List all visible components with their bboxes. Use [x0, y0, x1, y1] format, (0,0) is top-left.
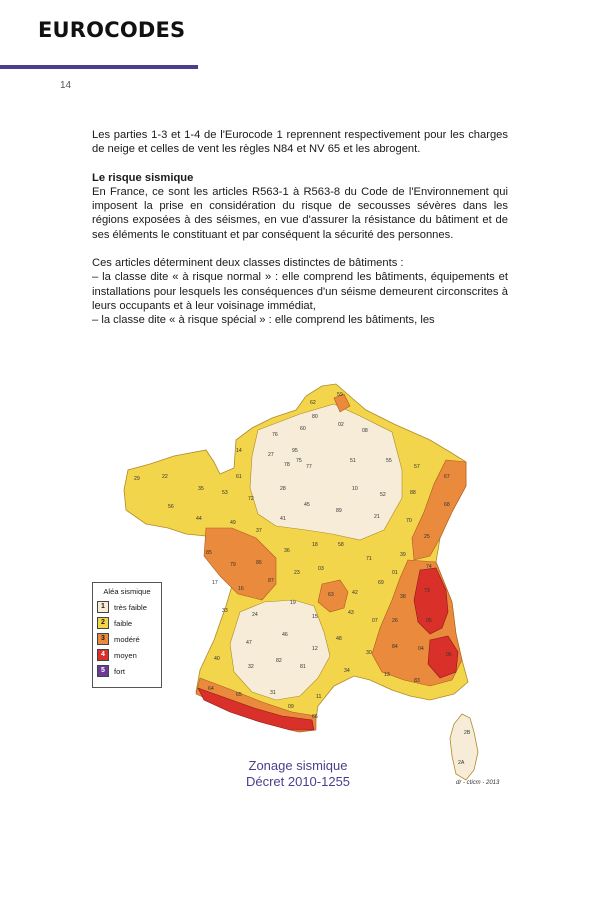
dept-label: 75	[296, 458, 302, 464]
legend-swatch: 2	[97, 617, 109, 629]
dept-label: 23	[294, 570, 300, 576]
map-credit: dr - cticm - 2013	[456, 780, 500, 786]
dept-label: 44	[196, 516, 202, 522]
dept-label: 18	[312, 542, 318, 548]
dept-label: 19	[290, 600, 296, 606]
dept-label: 49	[230, 520, 236, 526]
dept-label: 13	[384, 672, 390, 678]
legend-swatch: 5	[97, 665, 109, 677]
dept-label: 17	[212, 580, 218, 586]
dept-label: 28	[280, 486, 286, 492]
dept-label: 39	[400, 552, 406, 558]
corsica-zone	[450, 714, 478, 780]
dept-label: 87	[268, 578, 274, 584]
dept-label: 10	[352, 486, 358, 492]
dept-label: 45	[304, 502, 310, 508]
dept-label: 15	[312, 614, 318, 620]
legend-item-moyen	[93, 647, 161, 663]
dept-label: 56	[168, 504, 174, 510]
dept-label: 70	[406, 518, 412, 524]
dept-label: 29	[134, 476, 140, 482]
dept-label: 55	[386, 458, 392, 464]
dept-label: 08	[362, 428, 368, 434]
dept-label: 38	[400, 594, 406, 600]
special-risk-class: – la classe dite « à risque spécial » : elle comprend les bâtiments, les	[92, 314, 435, 327]
dept-label: 78	[284, 462, 290, 468]
dept-label: 40	[214, 656, 220, 662]
dept-label: 06	[446, 652, 452, 658]
dept-label: 73	[424, 588, 430, 594]
dept-label: 30	[366, 650, 372, 656]
dept-label: 65	[236, 692, 242, 698]
dept-label: 33	[222, 608, 228, 614]
dept-label: 63	[328, 592, 334, 598]
dept-label: 09	[288, 704, 294, 710]
dept-label: 61	[236, 474, 242, 480]
dept-label: 31	[270, 690, 276, 696]
dept-label: 48	[336, 636, 342, 642]
dept-label: 64	[208, 686, 214, 692]
document-header-title: EUROCODES	[38, 18, 186, 42]
dept-label: 04	[418, 646, 424, 652]
dept-label: 47	[246, 640, 252, 646]
normal-risk-class: – la classe dite « à risque normal » : elle comprend les bâtiments, équipements et installations pour lesquels les conséquences d'un séisme demeurent circonscrites à leurs occupants et à leur voisinage immédiat,	[92, 271, 508, 312]
legend-label: moyen	[114, 650, 137, 660]
page-number: 14	[60, 80, 72, 91]
dept-label: 51	[350, 458, 356, 464]
dept-label: 22	[162, 474, 168, 480]
dept-label: 74	[426, 564, 432, 570]
dept-label: 82	[276, 658, 282, 664]
legend-swatch: 4	[97, 649, 109, 661]
intro-paragraph: Les parties 1-3 et 1-4 de l'Eurocode 1 reprennent respectivement pour les charges de neige et celles de vent les règles N84 et NV 65 et les abrogent.	[92, 129, 508, 156]
map-legend	[92, 582, 162, 688]
dept-label: 72	[248, 496, 254, 502]
dept-label: 84	[392, 644, 398, 650]
dept-label: 25	[424, 534, 430, 540]
dept-label: 14	[236, 448, 242, 454]
dept-label: 52	[380, 492, 386, 498]
dept-label: 21	[374, 514, 380, 520]
dept-label: 81	[300, 664, 306, 670]
legend-label: fort	[114, 666, 125, 676]
dept-label: 69	[378, 580, 384, 586]
dept-label: 83	[414, 678, 420, 684]
dept-label: 46	[282, 632, 288, 638]
dept-label: 11	[316, 694, 322, 700]
section-heading: Le risque sismique	[92, 171, 194, 184]
dept-label: 42	[352, 590, 358, 596]
legend-item-fort	[93, 663, 161, 679]
legend-item-tres-faible	[93, 599, 161, 615]
dept-label: 35	[198, 486, 204, 492]
building-classes-intro: Ces articles déterminent deux classes distinctes de bâtiments :	[92, 257, 404, 270]
dept-label: 07	[372, 618, 378, 624]
dept-label: 34	[344, 668, 350, 674]
dept-label: 89	[336, 508, 342, 514]
dept-label: 37	[256, 528, 262, 534]
dept-label: 01	[392, 570, 398, 576]
dept-label: 26	[392, 618, 398, 624]
dept-label: 27	[268, 452, 274, 458]
dept-label: 71	[366, 556, 372, 562]
dept-label: 77	[306, 464, 312, 470]
legend-swatch: 1	[97, 601, 109, 613]
dept-label: 05	[426, 618, 432, 624]
legend-swatch: 3	[97, 633, 109, 645]
dept-label: 2A	[458, 760, 465, 766]
dept-label: 02	[338, 422, 344, 428]
dept-label: 79	[230, 562, 236, 568]
dept-label: 36	[284, 548, 290, 554]
dept-label: 67	[444, 474, 450, 480]
dept-label: 76	[272, 432, 278, 438]
dept-label: 68	[444, 502, 450, 508]
dept-label: 03	[318, 566, 324, 572]
dept-label: 88	[410, 490, 416, 496]
dept-label: 86	[256, 560, 262, 566]
dept-label: 62	[310, 400, 316, 406]
dept-label: 85	[206, 550, 212, 556]
seismic-risk-paragraph: En France, ce sont les articles R563-1 à R563-8 du Code de l'Environnement qui imposent la prise en considération du risque de secousses sévères dans les régions exposées à des séismes, en vue d'assurer la résistance du bâtiment et de ses éléments le constituant et par conséquent la sécurité des personnes.	[92, 185, 508, 241]
legend-item-faible	[93, 615, 161, 631]
legend-label: très faible	[114, 602, 147, 612]
dept-label: 41	[280, 516, 286, 522]
dept-label: 60	[300, 426, 306, 432]
dept-label: 12	[312, 646, 318, 652]
dept-label: 24	[252, 612, 258, 618]
legend-label: faible	[114, 618, 133, 628]
dept-label: 58	[338, 542, 344, 548]
map-caption-title: Zonage sismique	[248, 758, 348, 773]
dept-label: 53	[222, 490, 228, 496]
dept-label: 16	[238, 586, 244, 592]
legend-item-modere	[93, 631, 161, 647]
dept-label: 95	[292, 448, 298, 454]
dept-label: 57	[414, 464, 420, 470]
legend-title: Aléa sismique	[103, 587, 151, 596]
dept-label: 43	[348, 610, 354, 616]
dept-label: 59	[337, 392, 343, 398]
dept-label: 32	[248, 664, 254, 670]
map-caption-decree: Décret 2010-1255	[245, 774, 351, 789]
dept-label: 66	[312, 714, 318, 720]
legend-label: modéré	[114, 634, 140, 644]
map-caption	[228, 758, 368, 790]
dept-label: 2B	[464, 730, 471, 736]
dept-label: 80	[312, 414, 318, 420]
